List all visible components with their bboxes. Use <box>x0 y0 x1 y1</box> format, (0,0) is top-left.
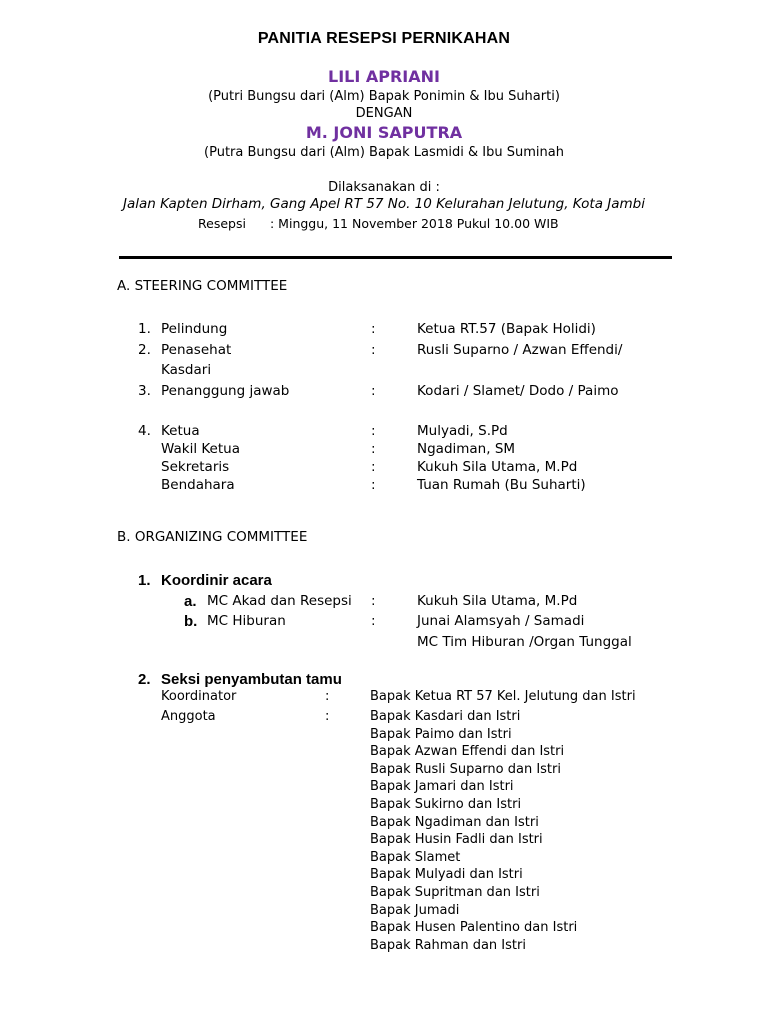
steering-row-colon: : <box>371 383 376 399</box>
koordinir-extra: MC Tim Hiburan /Organ Tunggal <box>417 634 632 650</box>
anggota-item: Bapak Supritman dan Istri <box>370 885 540 900</box>
steering-row-label: Penanggung jawab <box>161 383 290 399</box>
anggota-label: Anggota <box>161 709 216 724</box>
steering-row-value: Kodari / Slamet/ Dodo / Paimo <box>417 383 619 399</box>
anggota-item: Bapak Sukirno dan Istri <box>370 797 522 812</box>
koordinir-item-value: Junai Alamsyah / Samadi <box>417 613 585 629</box>
steering-row-label: Penasehat <box>161 342 232 358</box>
bride-parents: (Putri Bungsu dari (Alm) Bapak Ponimin & Ibu Suharti) <box>208 89 560 104</box>
anggota-item: Bapak Jumadi <box>370 902 460 918</box>
koordinir-item-label: MC Akad dan Resepsi <box>207 593 352 609</box>
koordinir-item-label: MC Hiburan <box>207 613 286 629</box>
steering-row-value: Tuan Rumah (Bu Suharti) <box>417 477 586 493</box>
steering-heading: A. STEERING COMMITTEE <box>117 278 288 294</box>
steering-row-label: Bendahara <box>161 477 235 493</box>
document-title: PANITIA RESEPSI PERNIKAHAN <box>257 30 511 47</box>
steering-row-colon: : <box>371 321 376 337</box>
penyambutan-title: Seksi penyambutan tamu <box>161 671 342 688</box>
anggota-colon: : <box>325 709 330 724</box>
koordinir-num: 1. <box>138 572 151 589</box>
steering-row-colon: : <box>371 441 376 457</box>
koordinir-item-letter: b. <box>184 613 198 630</box>
reception-label: Resepsi <box>198 216 246 231</box>
anggota-item: Bapak Slamet <box>370 849 461 865</box>
organizing-heading: B. ORGANIZING COMMITTEE <box>117 529 308 545</box>
steering-row-label: Wakil Ketua <box>161 441 240 457</box>
anggota-item: Bapak Mulyadi dan Istri <box>370 867 523 883</box>
anggota-item: Bapak Husen Palentino dan Istri <box>370 920 578 936</box>
steering-row-value: Rusli Suparno / Azwan Effendi/ <box>417 342 623 358</box>
steering-row-value: Mulyadi, S.Pd <box>417 423 508 439</box>
steering-row-value: Ketua RT.57 (Bapak Holidi) <box>417 321 596 337</box>
koordinir-item-colon: : <box>371 593 376 609</box>
penyambutan-num: 2. <box>138 671 151 688</box>
steering-row-colon: : <box>371 459 376 475</box>
steering-row-label: Kasdari <box>161 362 212 378</box>
steering-row-colon: : <box>371 342 376 358</box>
steering-row-value: Ngadiman, SM <box>417 441 516 457</box>
steering-row-num: 1. <box>138 321 151 337</box>
koordinator-value: Bapak Ketua RT 57 Kel. Jelutung dan Istri <box>370 689 636 704</box>
anggota-item: Bapak Rahman dan Istri <box>370 937 526 953</box>
anggota-item: Bapak Husin Fadli dan Istri <box>370 832 543 848</box>
event-address: Jalan Kapten Dirham, Gang Apel RT 57 No. 10 Kelurahan Jelutung, Kota Jambi <box>123 196 645 212</box>
steering-row-colon: : <box>371 423 376 439</box>
koordinator-colon: : <box>325 689 330 704</box>
held-at-label: Dilaksanakan di : <box>328 180 440 195</box>
steering-row-label: Pelindung <box>161 321 228 337</box>
koordinir-item-colon: : <box>371 613 376 629</box>
anggota-item: Bapak Ngadiman dan Istri <box>370 814 539 830</box>
reception-datetime: : Minggu, 11 November 2018 Pukul 10.00 WIB <box>270 216 559 231</box>
steering-row-num: 3. <box>138 383 151 399</box>
steering-row-num: 2. <box>138 342 151 358</box>
bride-name: LILI APRIANI <box>328 67 440 86</box>
groom-parents: (Putra Bungsu dari (Alm) Bapak Lasmidi & Ibu Suminah <box>204 145 564 160</box>
koordinator-label: Koordinator <box>161 689 237 704</box>
header-divider <box>119 256 672 259</box>
groom-name: M. JONI SAPUTRA <box>305 123 463 142</box>
anggota-item: Bapak Azwan Effendi dan Istri <box>370 744 565 760</box>
koordinir-item-letter: a. <box>184 593 197 610</box>
steering-row-num: 4. <box>138 423 151 439</box>
anggota-item: Bapak Paimo dan Istri <box>370 726 512 742</box>
koordinir-item-value: Kukuh Sila Utama, M.Pd <box>417 593 578 609</box>
steering-row-value: Kukuh Sila Utama, M.Pd <box>417 459 578 475</box>
connector-text: DENGAN <box>355 106 413 121</box>
steering-row-colon: : <box>371 477 376 493</box>
anggota-item: Bapak Kasdari dan Istri <box>370 709 521 724</box>
steering-row-label: Sekretaris <box>161 459 230 475</box>
steering-row-label: Ketua <box>161 423 200 439</box>
anggota-item: Bapak Jamari dan Istri <box>370 779 514 795</box>
koordinir-title: Koordinir acara <box>161 572 272 589</box>
anggota-item: Bapak Rusli Suparno dan Istri <box>370 761 561 777</box>
